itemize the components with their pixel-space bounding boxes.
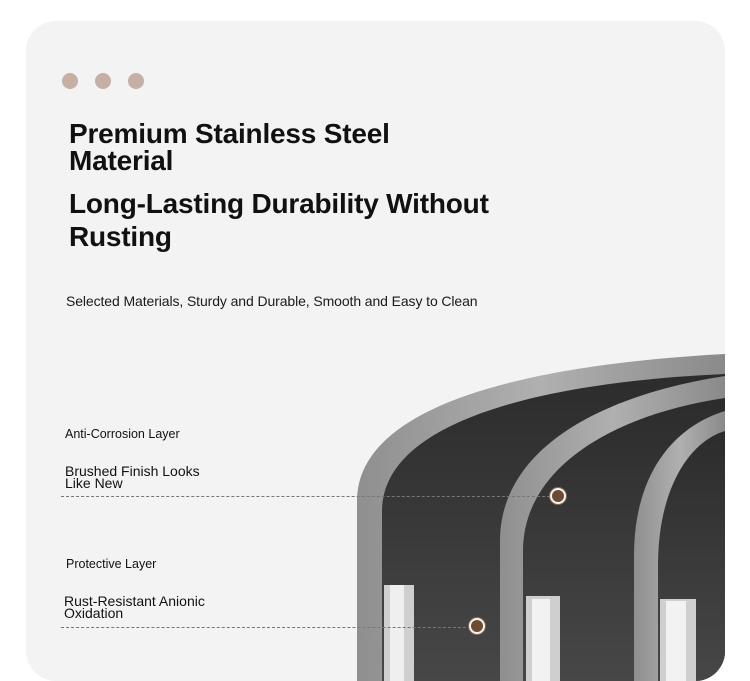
layer-2-leader-line — [61, 627, 471, 628]
layer-1-description: Brushed Finish Looks Like New — [65, 463, 200, 491]
headline-primary: Premium Stainless Steel Material — [69, 118, 390, 176]
subtitle: Selected Materials, Sturdy and Durable, Smooth and Easy to Clean — [66, 293, 478, 309]
layer-1-marker — [550, 488, 566, 504]
layer-2-description: Rust-Resistant Anionic Oxidation — [64, 593, 205, 621]
headline-secondary: Long-Lasting Durability Without Rusting — [69, 188, 489, 252]
layer-2-name: Protective Layer — [66, 557, 157, 571]
layer-1-leader-line — [61, 496, 555, 497]
layer-2-marker — [469, 618, 485, 634]
product-card — [26, 21, 725, 681]
layer-1-name: Anti-Corrosion Layer — [65, 427, 180, 441]
steel-layers-illustration — [26, 21, 725, 681]
